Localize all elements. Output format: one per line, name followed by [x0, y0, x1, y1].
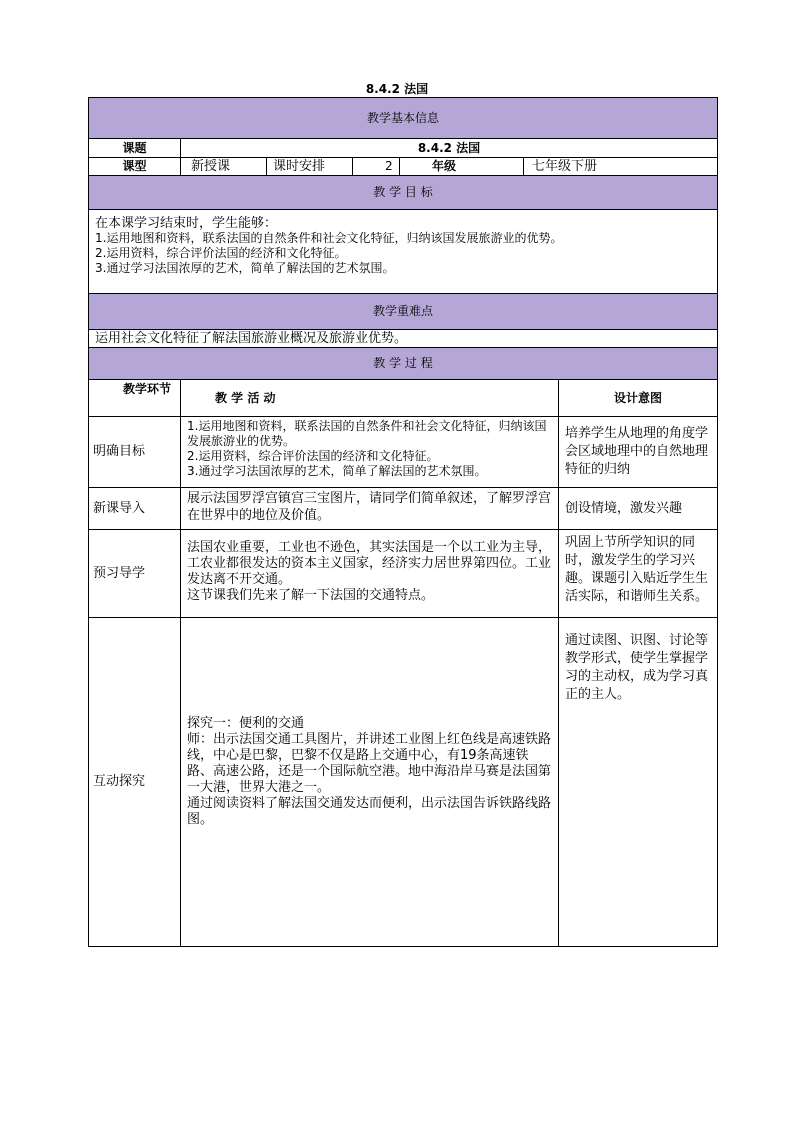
process-row	[89, 488, 717, 530]
process-header-stage: 教学环节	[89, 380, 181, 416]
document-title: 8.4.2 法国	[365, 82, 429, 96]
activity-line: 2.运用资料，综合评价法国的经济和文化特征。	[187, 449, 439, 463]
activity-line: 3.通过学习法国浓厚的艺术，简单了解法国的艺术氛围。	[187, 464, 487, 478]
activity-line: 展示法国罗浮宫镇宫三宝图片，请同学们简单叙述，了解罗浮宫在世界中的地位及价值。	[187, 491, 552, 523]
process-intent: 通过读图、识图、讨论等教学形式，使学生掌握学习的主动权，成为学习真正的主人。	[565, 633, 709, 702]
objective-item: 1.运用地图和资料，联系法国的自然条件和社会文化特征，归纳该国发展旅游业的优势。	[95, 231, 563, 245]
activity-line: 法国农业重要，工业也不逊色，其实法国是一个以工业为主导，工农业都很发达的资本主义国家，经济实力居世界第四位。工业发达离不开交通。	[187, 540, 552, 587]
course-type-row	[89, 158, 717, 176]
topic-row	[89, 139, 717, 158]
section-header-key-points: 教学重难点	[89, 294, 717, 330]
process-row	[89, 530, 717, 618]
process-activity	[181, 488, 559, 529]
process-header-activity: 教 学 活 动	[181, 380, 559, 416]
key-points-text: 运用社会文化特征了解法国旅游业概况及旅游业优势。	[89, 330, 717, 348]
course-type-label: 课型	[89, 158, 181, 175]
process-activity	[181, 618, 559, 946]
activity-line: 这节课我们先来了解一下法国的交通特点。	[187, 588, 435, 603]
section-header-basic-info: 教学基本信息	[89, 98, 717, 139]
activity-line: 通过阅读资料了解法国交通发达而便利，出示法国告诉铁路线路图。	[187, 796, 552, 827]
topic-label: 课题	[89, 139, 181, 157]
activity-line: 探究一：便利的交通	[187, 716, 305, 731]
process-stage: 预习导学	[89, 530, 181, 617]
process-row	[89, 417, 717, 488]
objectives-block	[89, 210, 717, 294]
lesson-plan-table	[88, 97, 718, 947]
process-intent: 巩固上节所学知识的同时，激发学生的学习兴趣。课题引入贴近学生生活实际，和谐师生关系。	[565, 535, 709, 604]
objective-item: 3.通过学习法国浓厚的艺术，简单了解法国的艺术氛围。	[95, 261, 395, 275]
process-activity	[181, 530, 559, 617]
hours-label: 课时安排	[267, 158, 353, 175]
hours-value: 2	[353, 158, 400, 175]
process-row	[89, 618, 717, 946]
objectives-intro: 在本课学习结束时，学生能够：	[95, 216, 278, 231]
topic-value: 8.4.2 法国	[417, 141, 481, 155]
process-activity	[181, 417, 559, 487]
grade-value: 七年级下册	[532, 159, 598, 174]
activity-line: 1.运用地图和资料，联系法国的自然条件和社会文化特征，归纳该国发展旅游业的优势。	[187, 419, 547, 448]
section-header-process: 教 学 过 程	[89, 348, 717, 380]
course-type-value: 新授课	[181, 158, 267, 175]
process-stage: 新课导入	[89, 488, 181, 529]
objective-item: 2.运用资料，综合评价法国的经济和文化特征。	[95, 246, 347, 260]
process-intent: 创设情境，激发兴趣	[565, 500, 683, 516]
process-intent: 培养学生从地理的角度学会区域地理中的自然地理特征的归纳	[565, 426, 709, 477]
grade-label: 年级	[400, 158, 524, 175]
process-stage: 互动探究	[89, 618, 181, 946]
process-stage: 明确目标	[89, 417, 181, 487]
process-header-intent: 设计意图	[613, 391, 662, 405]
activity-line: 师：出示法国交通工具图片，并讲述工业图上红色线是高速铁路线，中心是巴黎，巴黎不仅是路上交通中心，有19条高速铁路、高速公路，还是一个国际航空港。地中海沿岸马赛是法国第一大港，世界大港之一。	[187, 732, 552, 795]
process-header-row	[89, 380, 717, 417]
section-header-objectives: 教 学 目 标	[89, 176, 717, 210]
